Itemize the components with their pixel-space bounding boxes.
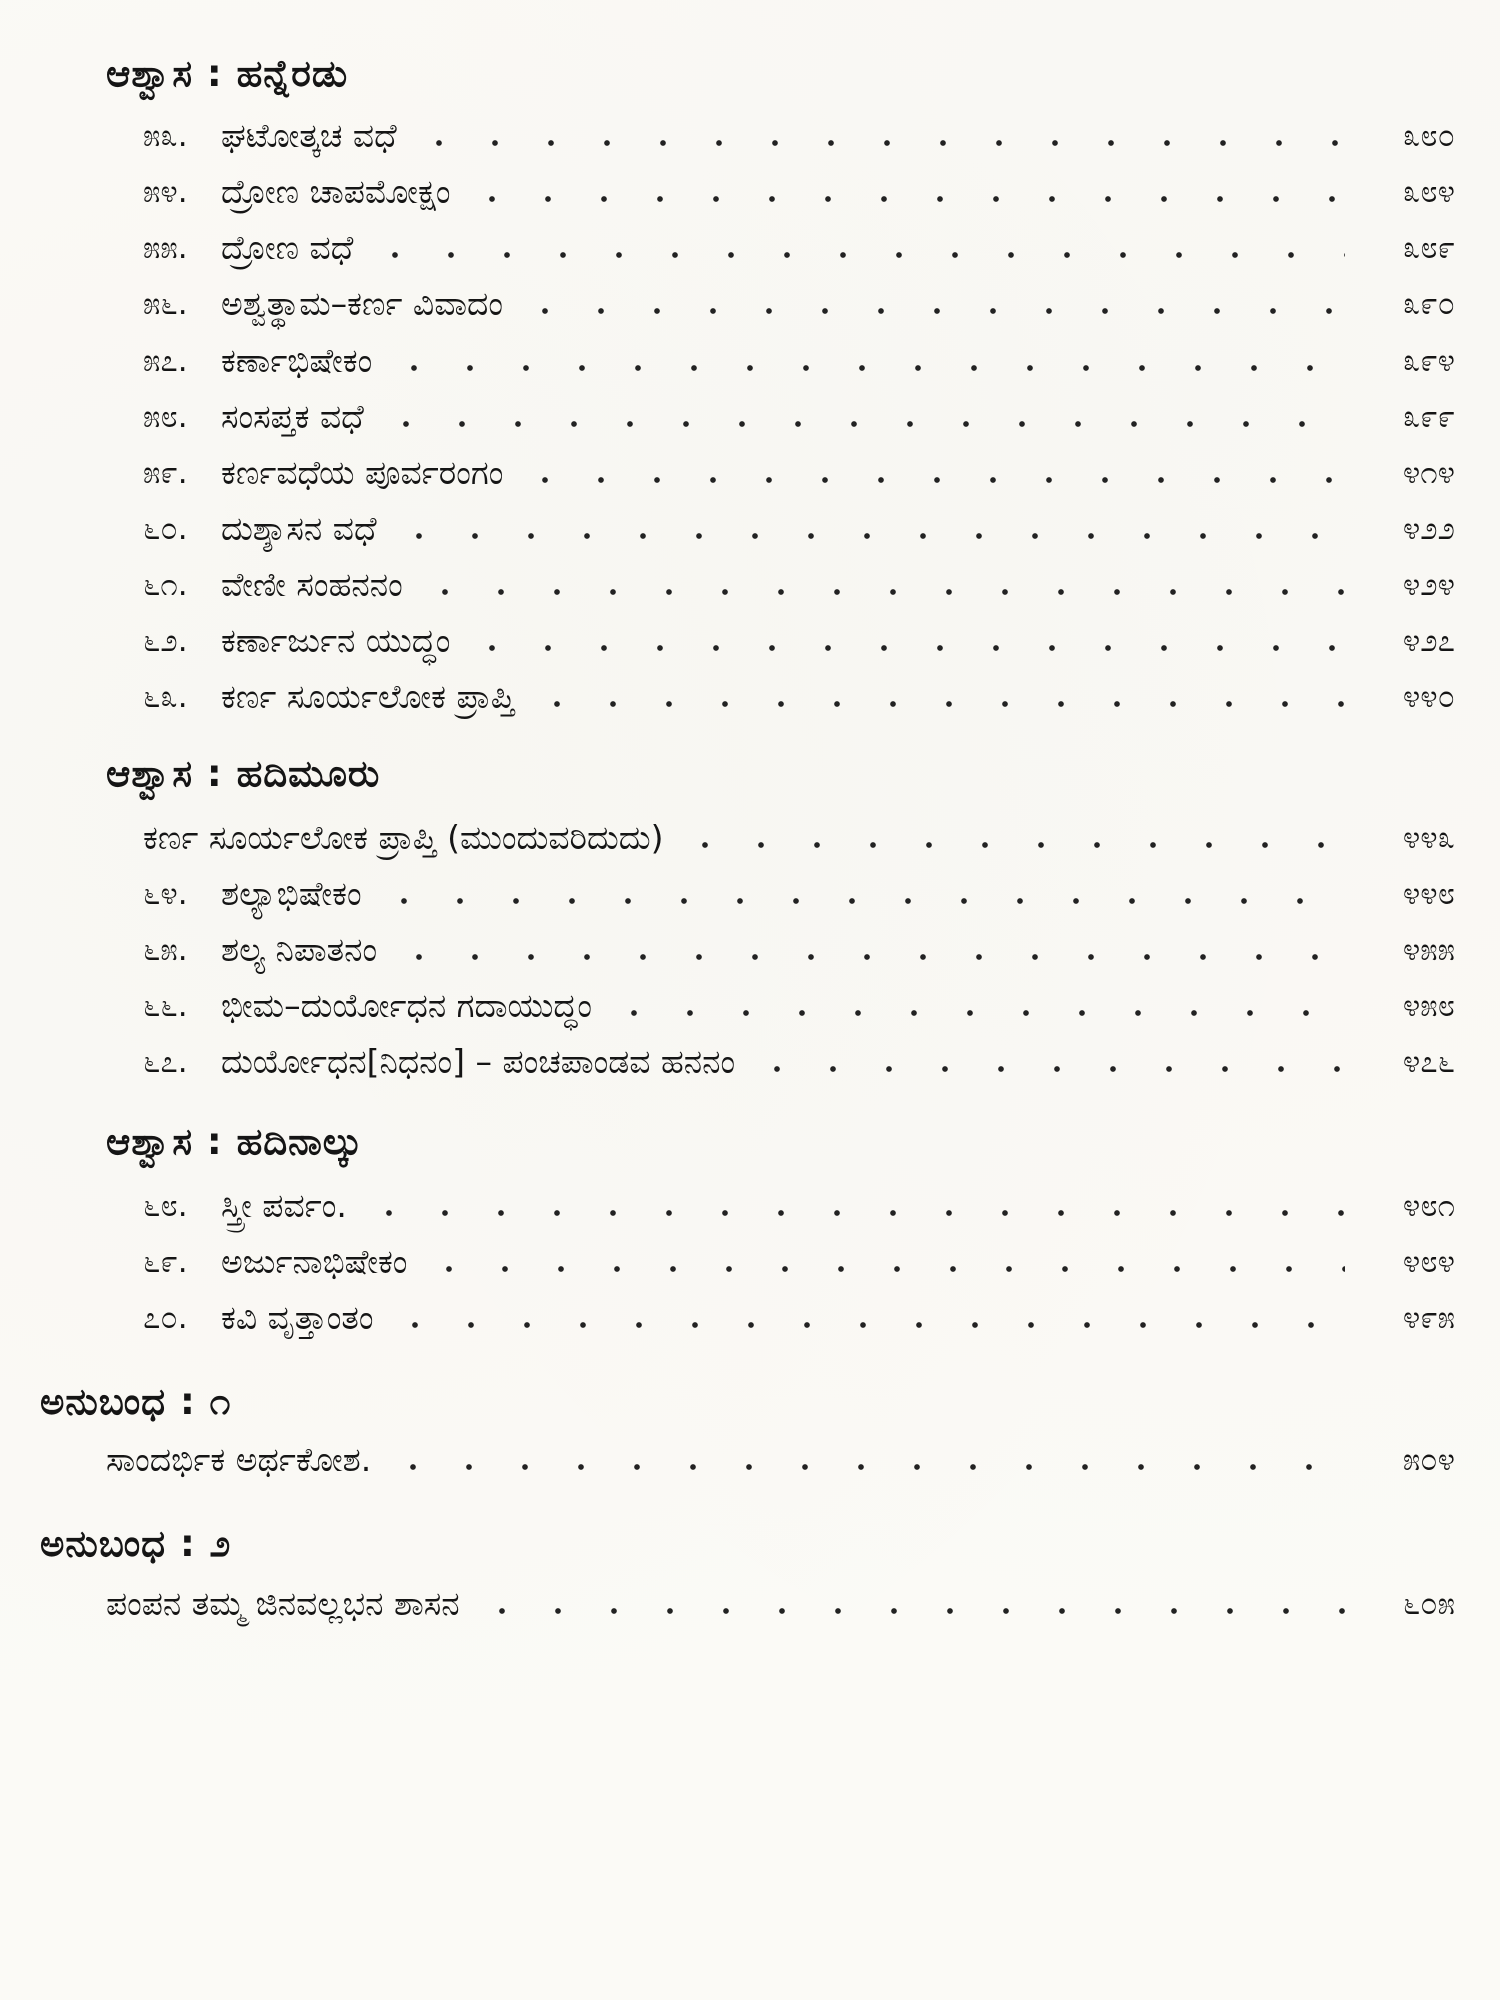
section-heading: ಆಶ್ವಾಸ : ಹದಿನಾಲ್ಕು [106,1120,364,1163]
section-heading: ಆಶ್ವಾಸ : ಹದಿಮೂರು [106,752,381,795]
entry-page: ೪೨೨ [1402,510,1455,547]
dot-leader [378,421,1345,427]
dot-leader [391,533,1345,539]
toc-entry [106,1578,1455,1630]
entry-title: ಕರ್ಣ ಸೂರ್ಯಲೋಕ ಪ್ರಾಪ್ತಿ [221,677,515,716]
entry-title: ಕವಿ ವೃತ್ತಾಂತಂ [221,1298,374,1337]
entry-page: ೪೮೧ [1402,1187,1455,1224]
toc-entry [143,671,1455,723]
entry-number: ೬೭. [143,1043,188,1080]
entry-number: ೬೨. [143,622,188,659]
entry-number: ೭೦. [143,1299,188,1336]
entry-page: ೪೫೫ [1402,931,1455,968]
entry-title: ಕರ್ಣಾಭಿಷೇಕಂ [221,341,373,380]
entry-page: ೪೪೮ [1402,875,1455,912]
entry-number: ೫೫. [143,229,188,266]
toc-entry [143,615,1455,667]
entry-page: ೩೮೯ [1402,229,1455,266]
entry-page: ೩೯೯ [1402,398,1455,435]
entry-number: ೫೯. [143,454,188,491]
toc-entry [143,222,1455,274]
entry-number: ೬೫. [143,931,188,968]
entry-page: ೩೯೪ [1402,342,1455,379]
dot-leader [464,645,1345,651]
entry-title: ವೇಣೀ ಸಂಹನನಂ [221,565,403,604]
entry-title: ದ್ರೋಣ ಚಾಪಮೋಕ್ಷಂ [221,172,451,211]
dot-leader [517,308,1345,314]
entry-title: ದುರ್ಯೋಧನ[ನಿಧನಂ] – ಪಂಚಪಾಂಡವ ಹನನಂ [221,1042,736,1081]
dot-leader [474,1608,1345,1614]
entry-page: ೪೮೪ [1402,1243,1455,1280]
dot-leader [411,140,1345,146]
dot-leader [386,365,1345,371]
dot-leader [361,1210,1345,1216]
entry-page: ೪೪೦ [1402,678,1455,715]
dot-leader [367,252,1345,258]
entry-page: ೪೫೮ [1402,987,1455,1024]
toc-entry [106,1434,1455,1486]
entry-title: ಶಲ್ಯಾಭಿಷೇಕಂ [221,874,362,913]
dot-leader [464,196,1345,202]
dot-leader [606,1010,1345,1016]
toc-entry [143,391,1455,443]
entry-page: ೪೧೪ [1402,454,1455,491]
entry-title: ಸಂಸಪ್ತಕ ವಧೆ [221,397,364,436]
toc-entry [143,1036,1455,1088]
dot-leader [421,1266,1345,1272]
entry-number: ೫೪. [143,173,188,210]
entry-number: ೫೩. [143,117,188,154]
dot-leader [376,898,1345,904]
entry-number: ೬೮. [143,1187,188,1224]
entry-number: ೫೮. [143,398,188,435]
toc-entry [143,1292,1455,1344]
entry-number: ೬೬. [143,987,188,1024]
entry-page: ೬೦೫ [1402,1585,1455,1622]
section-heading: ಅನುಬಂಧ : ೨ [40,1522,232,1565]
section-heading: ಆಶ್ವಾಸ : ಹನ್ನೆರಡು [106,52,349,95]
dot-leader [677,842,1345,848]
entry-page: ೩೯೦ [1402,285,1455,322]
dot-leader [391,954,1345,960]
entry-number: ೫೬. [143,285,188,322]
dot-leader [385,1464,1345,1470]
entry-title: ದ್ರೋಣ ವಧೆ [221,228,354,267]
entry-page: ೩೮೪ [1402,173,1455,210]
dot-leader [387,1322,1345,1328]
entry-number: ೬೯. [143,1243,188,1280]
toc-entry [143,166,1455,218]
entry-number: ೬೦. [143,510,188,547]
dot-leader [749,1066,1345,1072]
entry-title: ಅರ್ಜುನಾಭಿಷೇಕಂ [221,1242,408,1281]
entry-page: ೪೯೫ [1402,1299,1455,1336]
entry-number: ೬೩. [143,678,188,715]
entry-title: ಶಲ್ಯ ನಿಪಾತನಂ [221,930,378,969]
entry-title: ದುಶ್ಶಾಸನ ವಧೆ [221,509,377,548]
entry-page: ೪೨೪ [1402,566,1455,603]
toc-entry [143,868,1455,920]
toc-entry [143,812,1455,864]
entry-page: ೪೭೬ [1402,1043,1455,1080]
entry-number: ೬೧. [143,566,188,603]
dot-leader [529,701,1345,707]
toc-entry [143,278,1455,330]
entry-title: ಅಶ್ವತ್ಥಾಮ–ಕರ್ಣ ವಿವಾದಂ [221,284,503,323]
toc-entry [143,110,1455,162]
dot-leader [417,589,1345,595]
toc-entry [143,1180,1455,1232]
entry-title: ಕರ್ಣಾರ್ಜುನ ಯುದ್ಧಂ [221,621,451,660]
dot-leader [517,477,1345,483]
entry-title: ಕರ್ಣವಧೆಯ ಪೂರ್ವರಂಗಂ [221,453,504,492]
toc-entry [143,503,1455,555]
toc-entry [143,559,1455,611]
entry-title: ಕರ್ಣ ಸೂರ್ಯಲೋಕ ಪ್ರಾಪ್ತಿ (ಮುಂದುವರಿದುದು) [143,818,664,857]
entry-title: ಪಂಪನ ತಮ್ಮ ಜಿನವಲ್ಲಭನ ಶಾಸನ [106,1584,460,1623]
toc-entry [143,924,1455,976]
toc-entry [143,1236,1455,1288]
entry-title: ಘಟೋತ್ಕಚ ವಧೆ [221,116,397,155]
toc-entry [143,980,1455,1032]
entry-page: ೩೮೦ [1402,117,1455,154]
entry-title: ಸಾಂದರ್ಭಿಕ ಅರ್ಥಕೋಶ. [106,1440,372,1479]
section-heading: ಅನುಬಂಧ : ೧ [40,1380,232,1423]
entry-title: ಭೀಮ–ದುರ್ಯೋಧನ ಗದಾಯುದ್ಧಂ [221,986,592,1025]
toc-entry [143,447,1455,499]
entry-number: ೫೭. [143,342,188,379]
toc-entry [143,335,1455,387]
entry-title: ಸ್ತ್ರೀ ಪರ್ವಂ. [221,1186,347,1225]
entry-page: ೪೨೭ [1402,622,1455,659]
entry-number: ೬೪. [143,875,188,912]
entry-page: ೫೦೪ [1402,1441,1455,1478]
entry-page: ೪೪೩ [1402,819,1455,856]
